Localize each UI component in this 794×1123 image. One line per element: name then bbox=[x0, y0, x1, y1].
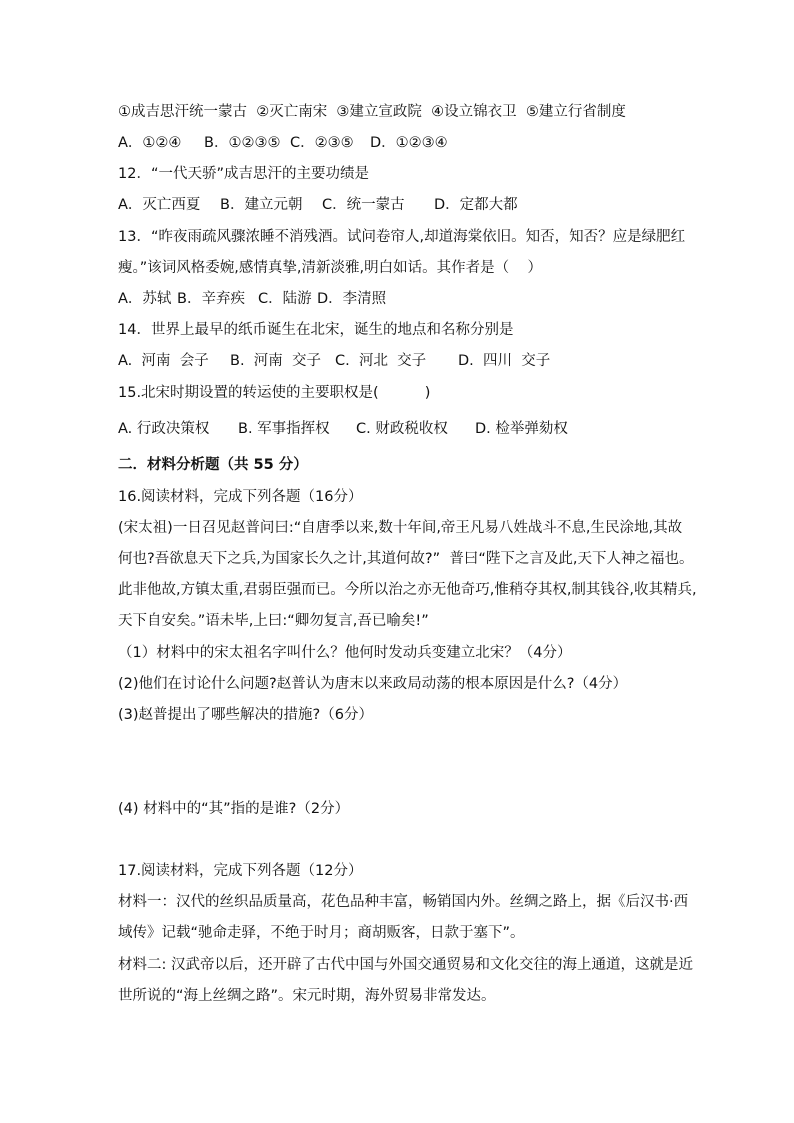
q17-material2-line1: 材料二: 汉武帝以后，还开辟了古代中国与外国交通贸易和文化交往的海上通道，这就是近 bbox=[118, 957, 693, 973]
q15-option-b: B. 军事指挥权 bbox=[238, 421, 330, 437]
q12-stem: 12．“一代天骄”成吉思汗的主要功绩是 bbox=[118, 166, 369, 182]
q14-option-d: D. 四川 交子 bbox=[458, 353, 551, 369]
q13-option-d: D．李清照 bbox=[317, 291, 387, 307]
q16-material-line: 天下自安矣。”语未毕,上曰:“卿勿复言,吾已喻矣!” bbox=[118, 613, 429, 629]
q14-option-a: A. 河南 会子 bbox=[118, 353, 209, 369]
q11-items: ①成吉思汗统一蒙古 ②灭亡南宋 ③建立宣政院 ④设立锦衣卫 ⑤建立行省制度 bbox=[118, 104, 626, 120]
q13-option-a: A．苏轼 bbox=[118, 291, 172, 307]
q11-option-a: A．①②④ bbox=[118, 135, 182, 151]
q16-material-line: 此非他故,方镇太重,君弱臣强而已。今所以治之亦无他奇巧,惟稍夺其权,制其钱谷,收其精兵, bbox=[118, 582, 697, 598]
q16-sub4: (4) 材料中的“其”指的是谁?（2分） bbox=[118, 801, 350, 817]
q11-option-c: C．②③⑤ bbox=[290, 135, 354, 151]
q13-option-c: C．陆游 bbox=[258, 291, 312, 307]
q17-material2-line2: 世所说的“海上丝绸之路”。宋元时期，海外贸易非常发达。 bbox=[118, 988, 496, 1004]
q16-stem: 16.阅读材料，完成下列各题（16分） bbox=[118, 489, 363, 505]
q16-sub3: (3)赵普提出了哪些解决的措施?（6分） bbox=[118, 707, 373, 723]
q11-option-d: D．①②③④ bbox=[370, 135, 448, 151]
q17-material1-line2: 域传》记载“驰命走驿，不绝于时月；商胡贩客，日款于塞下”。 bbox=[118, 925, 525, 941]
q13-option-b: B．辛弃疾 bbox=[177, 291, 245, 307]
q16-material-line: (宋太祖)一日召见赵普问曰:“自唐季以来,数十年间,帝王凡易八姓战斗不息,生民涂地,其故 bbox=[118, 520, 683, 536]
q16-sub1: （1）材料中的宋太祖名字叫什么？他何时发动兵变建立北宋？（4分） bbox=[118, 645, 572, 661]
q12-option-b: B．建立元朝 bbox=[220, 197, 303, 213]
q12-option-c: C．统一蒙古 bbox=[322, 197, 405, 213]
q16-sub2: (2)他们在讨论什么问题?赵普认为唐末以来政局动荡的根本原因是什么?（4分） bbox=[118, 676, 628, 692]
q11-option-b: B．①②③⑤ bbox=[204, 135, 281, 151]
section-heading: 二．材料分析题（共 55 分） bbox=[118, 457, 308, 473]
q12-option-d: D．定都大都 bbox=[434, 197, 518, 213]
q16-material-line: 何也?吾欲息天下之兵,为国家长久之计,其道何故?” 普曰“陛下之言及此,天下人神之福也。 bbox=[118, 551, 694, 567]
q15-option-d: D. 检举弹劾权 bbox=[475, 421, 568, 437]
q13-stem-line1: 13．“昨夜雨疏风骤浓睡不消残酒。试问卷帘人,却道海棠依旧。知否，知否？应是绿肥红 bbox=[118, 229, 686, 245]
q13-stem-line2: 瘦。”该词风格委婉,感情真挚,清新淡雅,明白如话。其作者是（ ） bbox=[118, 260, 543, 276]
q14-option-c: C. 河北 交子 bbox=[335, 353, 427, 369]
q14-option-b: B. 河南 交子 bbox=[230, 353, 321, 369]
q17-material1-line1: 材料一：汉代的丝织品质量高，花色品种丰富，畅销国内外。丝绸之路上，据《后汉书·西 bbox=[118, 894, 689, 910]
q12-option-a: A．灭亡西夏 bbox=[118, 197, 201, 213]
q15-stem: 15.北宋时期设置的转运使的主要职权是( ) bbox=[118, 385, 431, 401]
q17-stem: 17.阅读材料，完成下列各题（12分） bbox=[118, 863, 363, 879]
q15-option-c: C. 财政税收权 bbox=[356, 421, 448, 437]
q14-stem: 14．世界上最早的纸币诞生在北宋，诞生的地点和名称分别是 bbox=[118, 322, 514, 338]
q15-option-a: A. 行政决策权 bbox=[118, 421, 210, 437]
